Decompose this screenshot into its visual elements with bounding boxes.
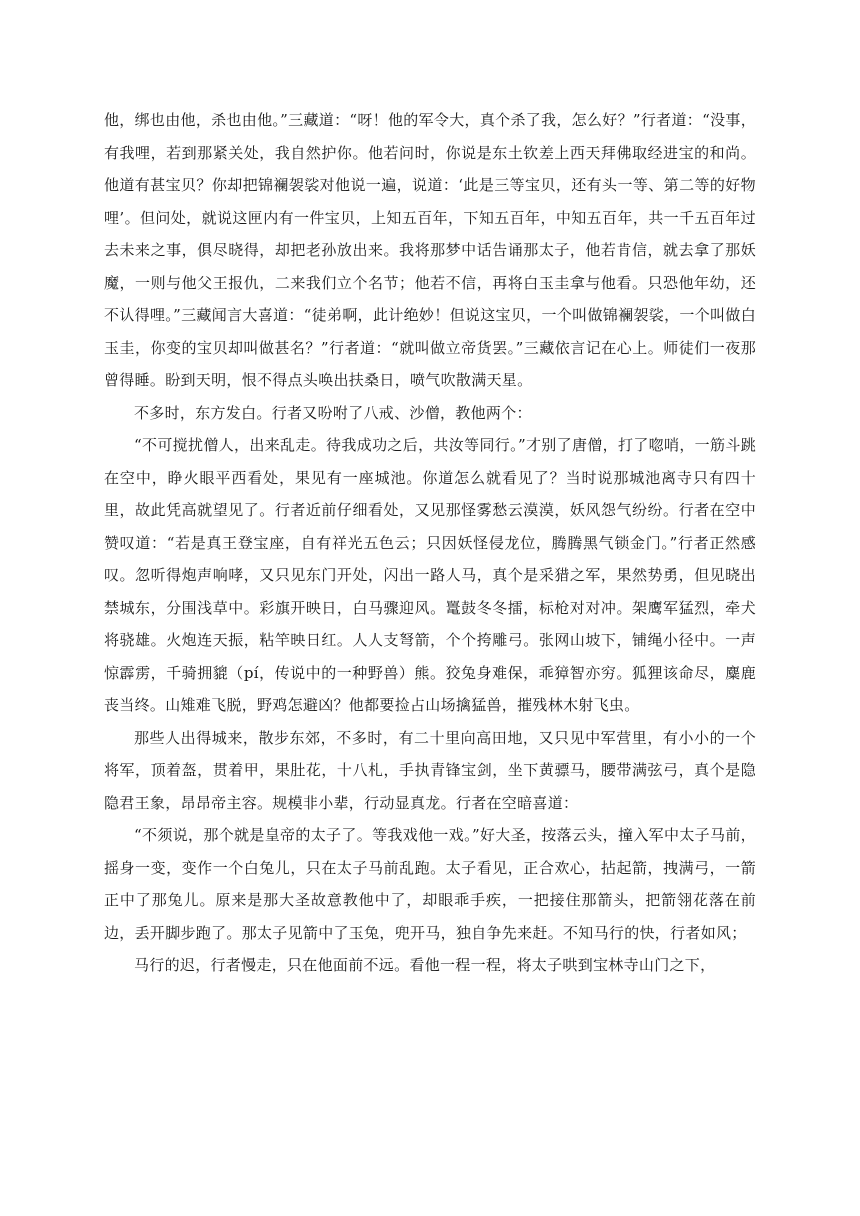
paragraph-4: 那些人出得城来，散步东郊，不多时，有二十里向高田地，又只见中军营里，有小小的一个将军，顶着盔，贯着甲，果肚花，十八札，手执青锋宝剑，坐下黄骠马，腰带满弦弓，真个是隐隐君王象，昂昂帝主容。规模非小辈，行动显真龙。行者在空暗喜道：	[104, 728, 756, 812]
paragraph-1: 他，绑也由他，杀也由他。”三藏道：“呀！他的军令大，真个杀了我，怎么好？”行者道：“没事，有我哩，若到那紧关处，我自然护你。他若问时，你说是东土钦差上西天拜佛取经进宝的和尚。他道有甚宝贝？你却把锦襕袈裟对他说一遍，说道：‘此是三等宝贝，还有头一等、第二等的好物哩’。但问处，就说这匣内有一件宝贝，上知五百年，下知五百年，中知五百年，共一千五百年过去未来之事，俱尽晓得，却把老孙放出来。我将那梦中话告诵那太子，他若肯信，就去拿了那妖魔，一则与他父王报仇，二来我们立个名节；他若不信，再将白玉圭拿与他看。只恐他年幼，还不认得哩。”三藏闻言大喜道：“徒弟啊，此计绝妙！但说这宝贝，一个叫做锦襕袈裟，一个叫做白玉圭，你变的宝贝却叫做甚名？”行者道：“就叫做立帝货罢。”三藏依言记在心上。师徒们一夜那曾得睡。盼到天明，恨不得点头唤出扶桑日，喷气吹散满天星。	[104, 111, 756, 389]
paragraph-5: “不须说，那个就是皇帝的太子了。等我戏他一戏。”好大圣，按落云头，撞入军中太子马前，摇身一变，变作一个白兔儿，只在太子马前乱跑。太子看见，正合欢心，拈起箭，拽满弓，一箭正中了那兔儿。原来是那大圣故意教他中了，却眼乖手疾，一把接住那箭头，把箭翎花落在前边，丢开脚步跑了。那太子见箭中了玉兔，兜开马，独自争先来赶。不知马行的快，行者如风；	[104, 826, 756, 942]
paragraph-6: 马行的迟，行者慢走，只在他面前不远。看他一程一程，将太子哄到宝林寺山门之下，	[134, 956, 716, 974]
document-page	[104, 104, 756, 982]
paragraph-3: “不可搅扰僧人，出来乱走。待我成功之后，共汝等同行。”才别了唐僧，打了唿哨，一筋斗跳在空中，睁火眼平西看处，果见有一座城池。你道怎么就看见了？当时说那城池离寺只有四十里，故此凭高就望见了。行者近前仔细看处，又见那怪雾愁云漠漠，妖风怨气纷纷。行者在空中赞叹道：“若是真王登宝座，自有祥光五色云；只因妖怪侵龙位，腾腾黑气锁金门。”行者正然感叹。忽听得炮声响哮，又只见东门开处，闪出一路人马，真个是采猎之军，果然势勇，但见晓出禁城东，分围浅草中。彩旗开映日，白马骤迎风。鼍鼓冬冬擂，标枪对对冲。架鹰军猛烈，牵犬将骁雄。火炮连天振，粘竿映日红。人人支弩箭，个个挎雕弓。张网山坡下，铺绳小径中。一声惊霹雳，千骑拥貔（pí，传说中的一种野兽）熊。狡兔身难保，乖獐智亦穷。狐狸该命尽，麋鹿丧当终。山雉难飞脱，野鸡怎避凶？他都要捡占山场擒猛兽，摧残林木射飞虫。	[104, 436, 756, 714]
paragraph-2: 不多时，东方发白。行者又吩咐了八戒、沙僧，教他两个：	[134, 403, 532, 422]
